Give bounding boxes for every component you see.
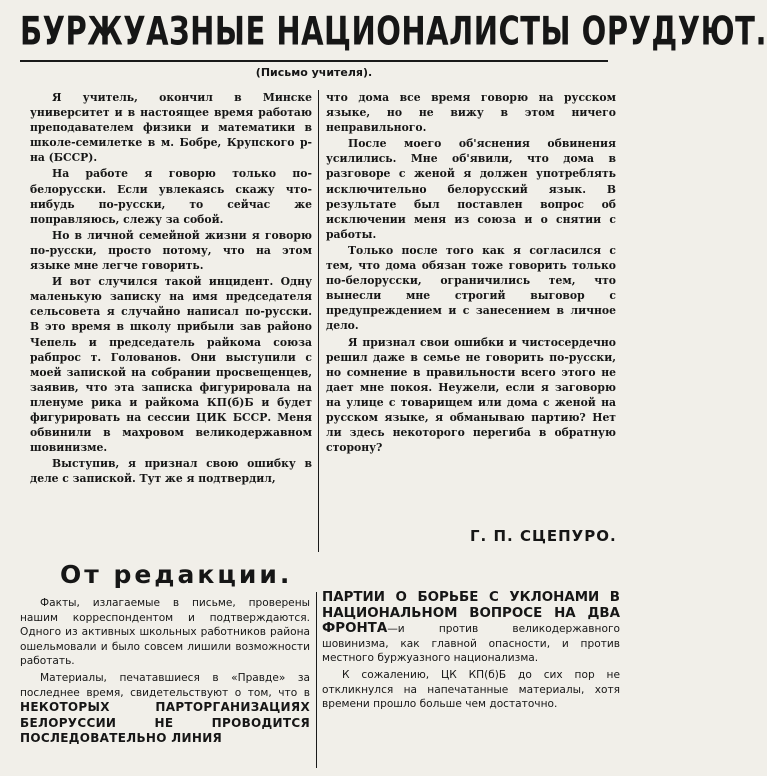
editorial-left-column bbox=[20, 596, 310, 749]
editorial-divider bbox=[316, 592, 317, 768]
letter-right-column bbox=[326, 90, 616, 456]
letter-paragraph: Но в личной семейной жизни я говорю по-русски, просто потому, что на этом языке мне легче говорить. bbox=[30, 228, 312, 273]
editorial-paragraph bbox=[20, 671, 310, 747]
editorial-right-column bbox=[322, 590, 620, 712]
editorial-title: От редакции. bbox=[60, 560, 293, 589]
column-divider bbox=[318, 90, 319, 552]
editorial-caps-text: НЕКОТОРЫХ ПАРТОРГАНИЗАЦИЯХ БЕЛОРУССИИ НЕ ПРОВОДИТСЯ ПОСЛЕДОВАТЕЛЬНО ЛИНИЯ bbox=[20, 700, 310, 746]
editorial-text: Материалы, печатавшиеся в «Правде» за последнее время, свидетельствуют о том, что в bbox=[20, 671, 310, 699]
letter-left-column bbox=[30, 90, 312, 487]
headline: БУРЖУАЗНЫЕ НАЦИОНАЛИСТЫ ОРУДУЮТ. bbox=[20, 8, 767, 54]
letter-paragraph: что дома все время говорю на русском языке, но не вижу в этом ничего неправильного. bbox=[326, 91, 616, 135]
editorial-text: —и против великодержавного шовинизма, как главной опасности, и против местного буржуазного национализма. bbox=[322, 623, 620, 665]
headline-rule bbox=[20, 60, 608, 62]
editorial-paragraph: Факты, излагаемые в письме, проверены нашим корреспондентом и подтверждаются. Одного из активных школьных работников района ошельмовали и было совсем лишили возможности работать. bbox=[20, 597, 310, 668]
editorial-paragraph bbox=[322, 590, 620, 666]
letter-paragraph: Я признал свои ошибки и чистосердечно решил даже в семье не говорить по-русски, но сомнение в правильности всего этого не дает мне покоя. Неужели, если я заговорю на улице с товарищем или дома с женой на русском языке, я обманываю партию? Нет ли здесь некоторого перегиба в обратную сторону? bbox=[326, 335, 616, 455]
letter-paragraph: Выступив, я признал свою ошибку в деле с запиской. Тут же я подтвердил, bbox=[30, 457, 312, 486]
editorial-caps-text: ПАРТИИ О БОРЬБЕ С УКЛОНАМИ В НАЦИОНАЛЬНОМ ВОПРОСЕ НА ДВА ФРОНТА bbox=[322, 590, 620, 637]
letter-paragraph: Я учитель, окончил в Минске университет и в настоящее время работаю преподавателем физики и математики в школе-семилетке в м. Бобре, Крупского р-на (БССР). bbox=[30, 91, 312, 165]
letter-paragraph: На работе я говорю только по-белорусски. Если увлекаясь скажу что-нибудь по-русски, то сейчас же поправляюсь, слежу за собой. bbox=[30, 167, 312, 226]
editorial-paragraph: К сожалению, ЦК КП(б)Б до сих пор не откликнулся на напечатанные материалы, хотя времени прошло больше чем достаточно. bbox=[322, 668, 620, 711]
letter-paragraph: Только после того как я согласился с тем, что дома обязан тоже говорить только по-белорусски, ограничились тем, что вынесли мне строгий выговор с предупреждением и с занесением в личное дело. bbox=[326, 243, 616, 333]
letter-paragraph: И вот случился такой инцидент. Одну маленькую записку на имя председателя сельсовета я случайно написал по-русски. В это время в школу прибыли зав районо Чепель и председатель райкома союза рабпрос т. Голованов. Они выступили с моей запиской на собрании просвещенцев, заявив, что эта записка фигурировала на пленуме рика и райкома КП(б)Б и будет фигурировать на сессии ЦИК БССР. Меня обвинили в махровом великодержавном шовинизме. bbox=[30, 275, 312, 455]
subtitle: (Письмо учителя). bbox=[255, 66, 373, 79]
letter-paragraph: После моего об'яснения обвинения усилились. Мне об'явили, что дома в разговоре с женой я должен употреблять исключительно белорусский язык. В результате был поставлен вопрос об исключении меня из союза и о снятии с работы. bbox=[326, 137, 616, 241]
letter-signature: Г. П. СЦЕПУРО. bbox=[470, 527, 617, 545]
